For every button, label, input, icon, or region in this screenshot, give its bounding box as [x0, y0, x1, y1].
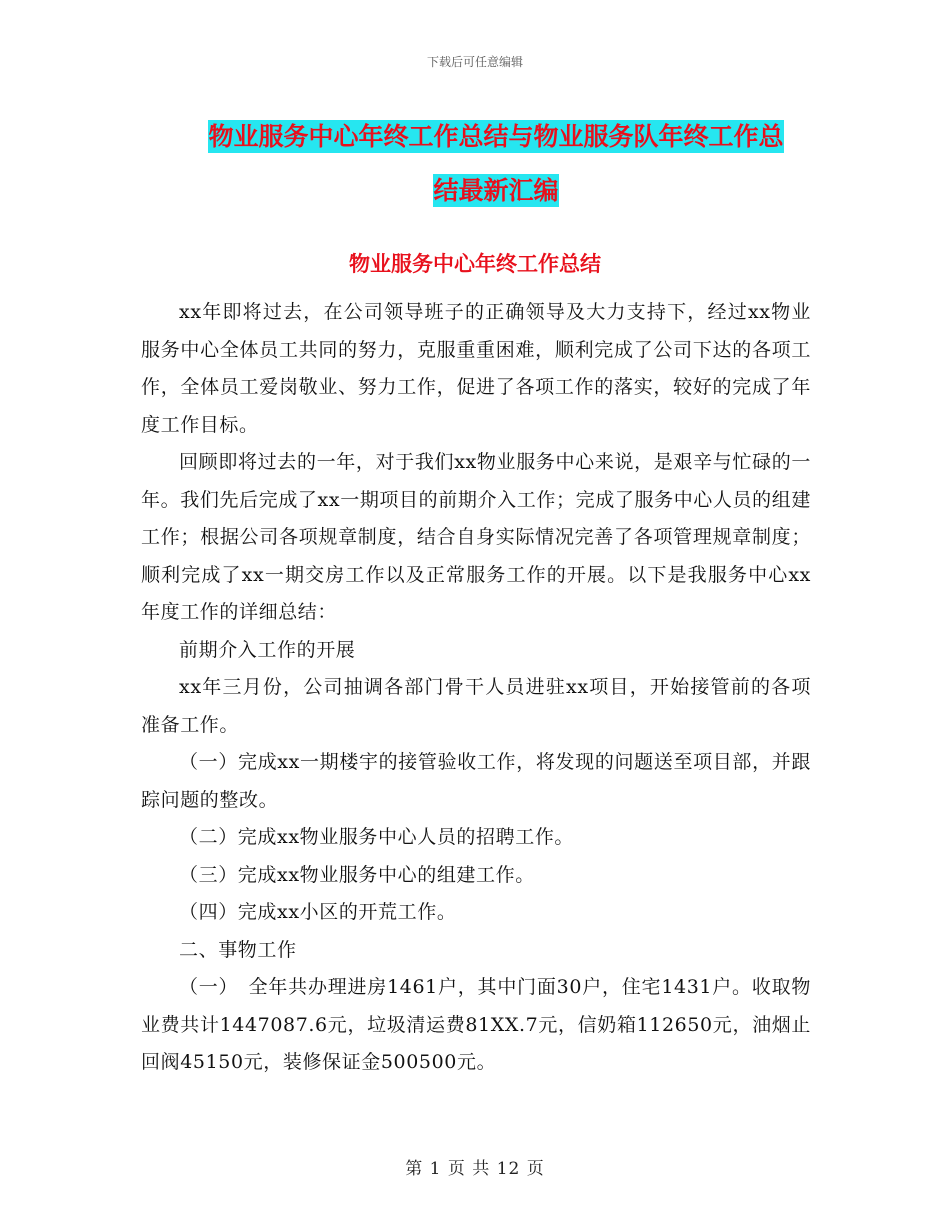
paragraph-item-1: （一）完成xx一期楼宇的接管验收工作，将发现的问题送至项目部，并跟踪问题的整改。 [141, 751, 811, 811]
document-body [141, 294, 811, 1082]
section-title: 物业服务中心年终工作总结 [349, 252, 601, 276]
paragraph-item-2: （二）完成xx物业服务中心人员的招聘工作。 [179, 826, 575, 848]
page-footer: 第 1 页 共 12 页 [405, 1159, 545, 1179]
paragraph-item-3: （三）完成xx物业服务中心的组建工作。 [179, 863, 535, 886]
paragraph-heading-affairs: 二、事物工作 [179, 938, 297, 961]
paragraph-review: 回顾即将过去的一年，对于我们xx物业服务中心来说，是艰辛与忙碌的一年。我们先后完成了xx一期项目的前期介入工作；完成了服务中心人员的组建工作；根据公司各项规章制度，结合自身实际情况完善了各项管理规章制度；顺利完成了xx一期交房工作以及正常服务工作的开展。以下是我服务中心xx年度工作的详细总结： [141, 451, 811, 623]
paragraph-intro: xx年即将过去，在公司领导班子的正确领导及大力支持下，经过xx物业服务中心全体员工共同的努力，克服重重困难，顺利完成了公司下达的各项工作，全体员工爱岗敬业、努力工作，促进了各项工作的落实，较好的完成了年度工作目标。 [141, 301, 811, 436]
document-title [140, 110, 852, 218]
document-title-line-1: 物业服务中心年终工作总结与物业服务队年终工作总 [208, 122, 784, 151]
paragraph-item-4: （四）完成xx小区的开荒工作。 [179, 901, 457, 923]
header-note: 下载后可任意编辑 [426, 55, 523, 69]
document-title-line-2: 结最新汇编 [433, 176, 559, 205]
paragraph-affairs-1: （一） 全年共办理进房1461户，其中门面30户，住宅1431户。收取物业费共计1447087.6元，垃圾清运费81XX.7元，信奶箱112650元，油烟止回阀45150元，装修保证金500500元。 [141, 976, 811, 1073]
paragraph-heading-early-intervention: 前期介入工作的开展 [179, 638, 356, 661]
paragraph-march: xx年三月份，公司抽调各部门骨干人员进驻xx项目，开始接管前的各项准备工作。 [141, 676, 811, 736]
